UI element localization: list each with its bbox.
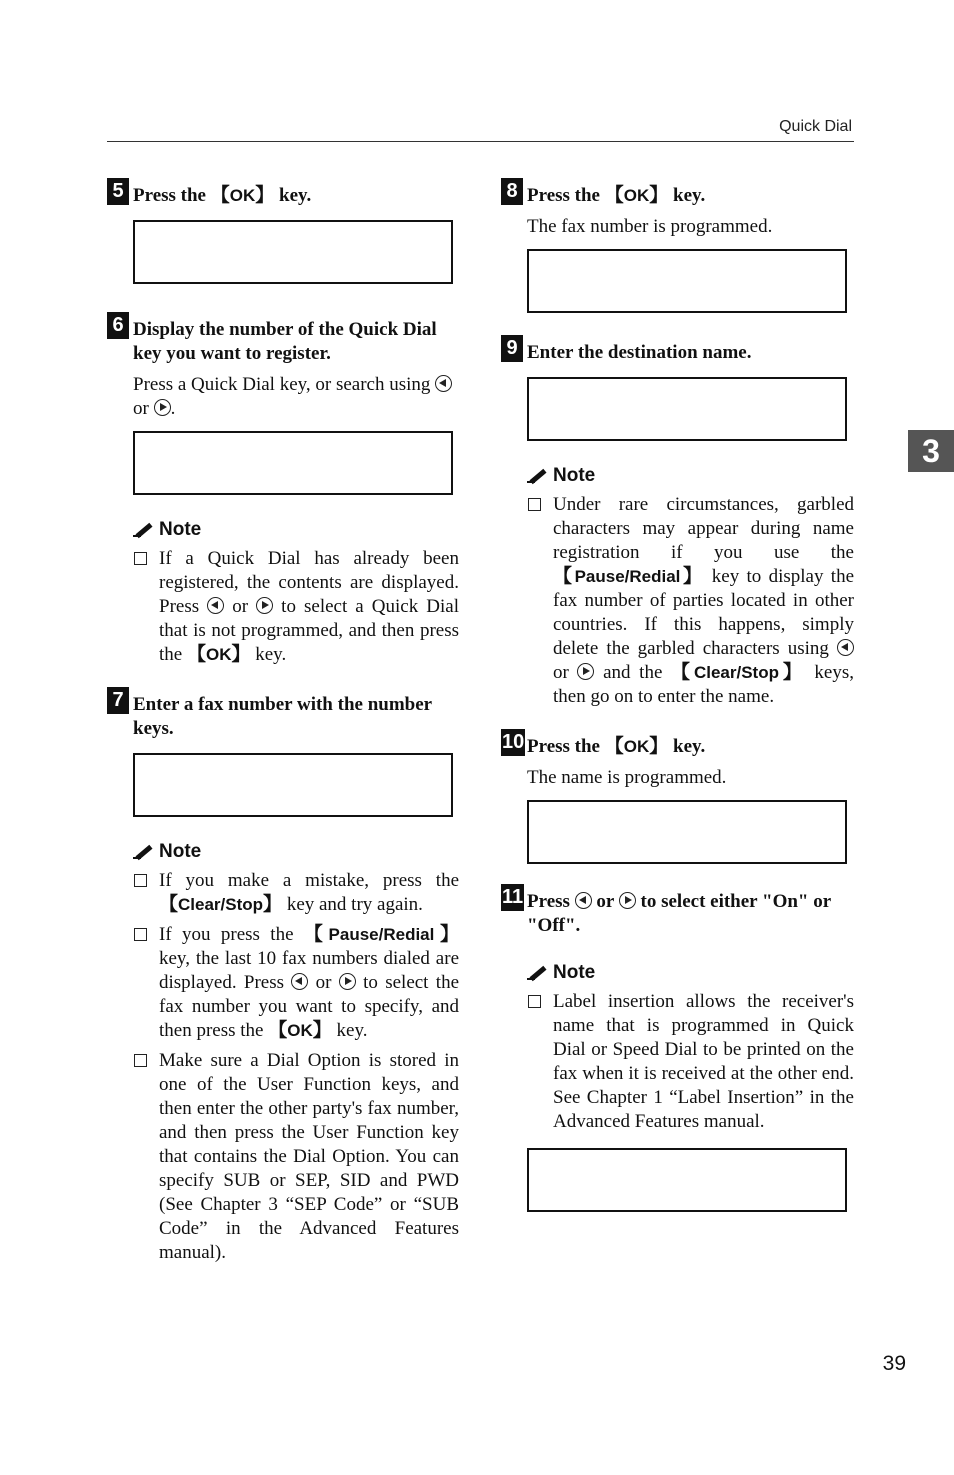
note-block <box>501 465 854 709</box>
step-number: 7 <box>107 687 129 714</box>
text-part: to select a Quick Dial that is not programmed, and then press the <box>159 596 459 665</box>
step-title <box>133 178 459 208</box>
lcd-text <box>530 1211 776 1212</box>
note-heading <box>133 519 459 541</box>
lcd-display <box>527 1148 847 1212</box>
lcd-text <box>539 312 640 313</box>
clear-stop-key-label: Clear/Stop <box>178 895 264 914</box>
text-part: or <box>553 662 578 683</box>
lcd-text <box>334 816 450 817</box>
step-number: 8 <box>501 178 523 205</box>
checkbox-icon <box>134 928 147 941</box>
text-part: or <box>133 398 154 419</box>
step-number: 5 <box>107 178 129 205</box>
header-section-title: Quick Dial <box>779 118 852 135</box>
text-part: If a Quick Dial has already been registered, the contents are displayed. Press <box>159 548 459 617</box>
lcd-text <box>349 494 450 495</box>
chapter-tab: 3 <box>908 430 954 472</box>
bracket-close: 】 <box>680 566 705 587</box>
right-column <box>501 178 854 1212</box>
title-text: key. <box>668 185 706 206</box>
bracket-close: 】 <box>231 644 251 665</box>
bracket-open: 【 <box>604 185 624 206</box>
pencil-icon <box>527 964 547 982</box>
step-title <box>527 729 854 759</box>
text-part: . <box>170 398 176 419</box>
lcd-line-1 <box>530 312 844 313</box>
note-heading <box>527 465 854 487</box>
text-part: key, the last 10 fax numbers dialed are displayed. Press <box>159 948 459 993</box>
right-arrow-icon <box>154 399 171 416</box>
step-title <box>527 884 854 938</box>
bracket-close: 】 <box>649 185 669 206</box>
note-label: Note <box>553 465 596 486</box>
text-part: If you make a mistake, press the <box>159 870 459 891</box>
note-label: Note <box>553 962 596 983</box>
step-7 <box>107 687 459 817</box>
step-text <box>133 373 459 421</box>
title-text: to select either "On" or "Off". <box>527 891 831 936</box>
title-text: Press the <box>133 185 211 206</box>
pause-redial-key-label: Pause/Redial <box>574 567 681 586</box>
lcd-display <box>133 220 453 284</box>
bracket-open: 【 <box>604 736 624 757</box>
text-part: Make sure a Dial Option is stored in one of the User Function keys, and then enter the other party's fax number, and then press the User Function key that contains the Dial Option. You can specify SUB or SEP, SID and PWD (See Chapter 3 “SEP Code” or “SUB Code” in the Advanced Features manual). <box>159 1050 459 1263</box>
bracket-open: 【 <box>671 662 694 683</box>
step-number: 11 <box>501 884 524 911</box>
note-item <box>527 493 854 709</box>
lcd-display <box>133 753 453 817</box>
step-8 <box>501 178 854 313</box>
lcd-text <box>796 863 839 864</box>
lcd-display <box>527 800 847 864</box>
title-text: Press the <box>527 185 605 206</box>
right-arrow-icon <box>256 597 273 614</box>
note-item <box>133 1049 459 1265</box>
right-arrow-icon <box>339 973 356 990</box>
bracket-open: 【 <box>210 185 230 206</box>
note-block <box>107 841 459 1265</box>
step-number: 9 <box>501 335 523 362</box>
step-number: 10 <box>501 729 525 756</box>
left-arrow-icon <box>837 639 854 656</box>
title-text: or <box>591 891 619 912</box>
step-title: Enter the destination name. <box>527 342 752 363</box>
pause-redial-key-label: Pause/Redial <box>328 925 435 944</box>
step-title: Display the number of the Quick Dial key you want to register. <box>133 319 437 364</box>
text-part: and the <box>594 662 672 683</box>
lcd-line-1 <box>530 863 844 864</box>
note-heading <box>527 962 854 984</box>
lcd-text <box>801 440 844 441</box>
lcd-text <box>145 816 174 817</box>
step-9 <box>501 335 854 441</box>
note-item <box>133 869 459 917</box>
bracket-close: 】 <box>778 662 806 683</box>
lcd-line-1 <box>136 283 450 284</box>
clear-stop-key-label: Clear/Stop <box>693 663 779 682</box>
ok-key-label: OK <box>229 186 256 205</box>
checkbox-icon <box>528 995 541 1008</box>
ok-key-label: OK <box>287 1021 313 1040</box>
text-part: key. <box>331 1020 368 1041</box>
left-arrow-icon <box>207 597 224 614</box>
text-part: to select the fax number you want to specify, and then press the <box>159 972 459 1041</box>
lcd-line-1 <box>530 1211 844 1212</box>
note-block <box>501 962 854 1134</box>
title-text: Press <box>527 891 575 912</box>
text-part: keys, then go on to enter the name. <box>553 662 854 707</box>
step-text: The fax number is programmed. <box>527 216 773 237</box>
text-part: key. <box>250 644 287 665</box>
left-arrow-icon <box>575 892 592 909</box>
right-arrow-icon <box>619 892 636 909</box>
lcd-line-1 <box>530 440 844 441</box>
lcd-text <box>136 283 425 284</box>
note-block <box>107 519 459 667</box>
left-arrow-icon <box>291 973 308 990</box>
bracket-open: 【 <box>268 1020 288 1041</box>
lcd-line-1 <box>136 494 450 495</box>
checkbox-icon <box>528 498 541 511</box>
bracket-close: 】 <box>649 736 669 757</box>
lcd-text <box>145 494 174 495</box>
right-arrow-icon <box>577 663 594 680</box>
lcd-line-1 <box>136 816 450 817</box>
bracket-open: 【 <box>186 644 206 665</box>
note-item <box>133 547 459 667</box>
note-item <box>527 990 854 1134</box>
step-title <box>527 178 854 208</box>
lcd-display <box>527 377 847 441</box>
lcd-text <box>530 863 776 864</box>
checkbox-icon <box>134 1054 147 1067</box>
checkbox-icon <box>134 552 147 565</box>
pencil-icon <box>133 843 153 861</box>
title-text: key. <box>668 736 706 757</box>
step-text: The name is programmed. <box>527 767 727 788</box>
text-part: or <box>308 972 339 993</box>
bracket-open: 【 <box>159 894 179 915</box>
lcd-display <box>133 431 453 495</box>
header-divider <box>107 141 854 142</box>
note-item <box>133 923 459 1043</box>
lcd-text <box>796 1211 839 1212</box>
bracket-open: 【 <box>553 566 575 587</box>
note-heading <box>133 841 459 863</box>
step-title: Enter a fax number with the number keys. <box>133 694 432 739</box>
bracket-open: 【 <box>303 924 329 945</box>
note-label: Note <box>159 519 202 540</box>
step-5 <box>107 178 459 284</box>
bracket-close: 】 <box>263 894 283 915</box>
title-text: Press the <box>527 736 605 757</box>
ok-key-label: OK <box>205 645 232 664</box>
text-part: Label insertion allows the receiver's name that is programmed in Quick Dial or Speed Dial to be printed on the fax when it is received at the other end. See Chapter 1 “Label Insertion” in the Advanced Features manual. <box>553 991 854 1132</box>
ok-key-label: OK <box>623 186 650 205</box>
pencil-icon <box>133 521 153 539</box>
text-part: key to display the fax number of parties located in other countries. If this happens, simply delete the garbled characters using <box>553 566 854 659</box>
text-part: If you press the <box>159 924 304 945</box>
lcd-display <box>527 249 847 313</box>
left-arrow-icon <box>435 375 452 392</box>
pencil-icon <box>527 467 547 485</box>
lcd-text <box>786 312 844 313</box>
step-number: 6 <box>107 312 129 339</box>
bracket-close: 】 <box>434 924 459 945</box>
bracket-close: 】 <box>255 185 275 206</box>
text-part: or <box>224 596 257 617</box>
left-column <box>107 178 459 1265</box>
step-11 <box>501 884 854 938</box>
text-part: key and try again. <box>282 894 423 915</box>
page-number: 39 <box>882 1352 906 1375</box>
step-6 <box>107 312 459 495</box>
text-part: Under rare circumstances, garbled characters may appear during name registration if you use the <box>553 494 854 563</box>
bracket-close: 】 <box>312 1020 332 1041</box>
step-10 <box>501 729 854 864</box>
checkbox-icon <box>134 874 147 887</box>
title-text: key. <box>274 185 312 206</box>
ok-key-label: OK <box>623 737 650 756</box>
lcd-text <box>539 440 640 441</box>
text-part: Press a Quick Dial key, or search using <box>133 374 436 395</box>
note-label: Note <box>159 841 202 862</box>
